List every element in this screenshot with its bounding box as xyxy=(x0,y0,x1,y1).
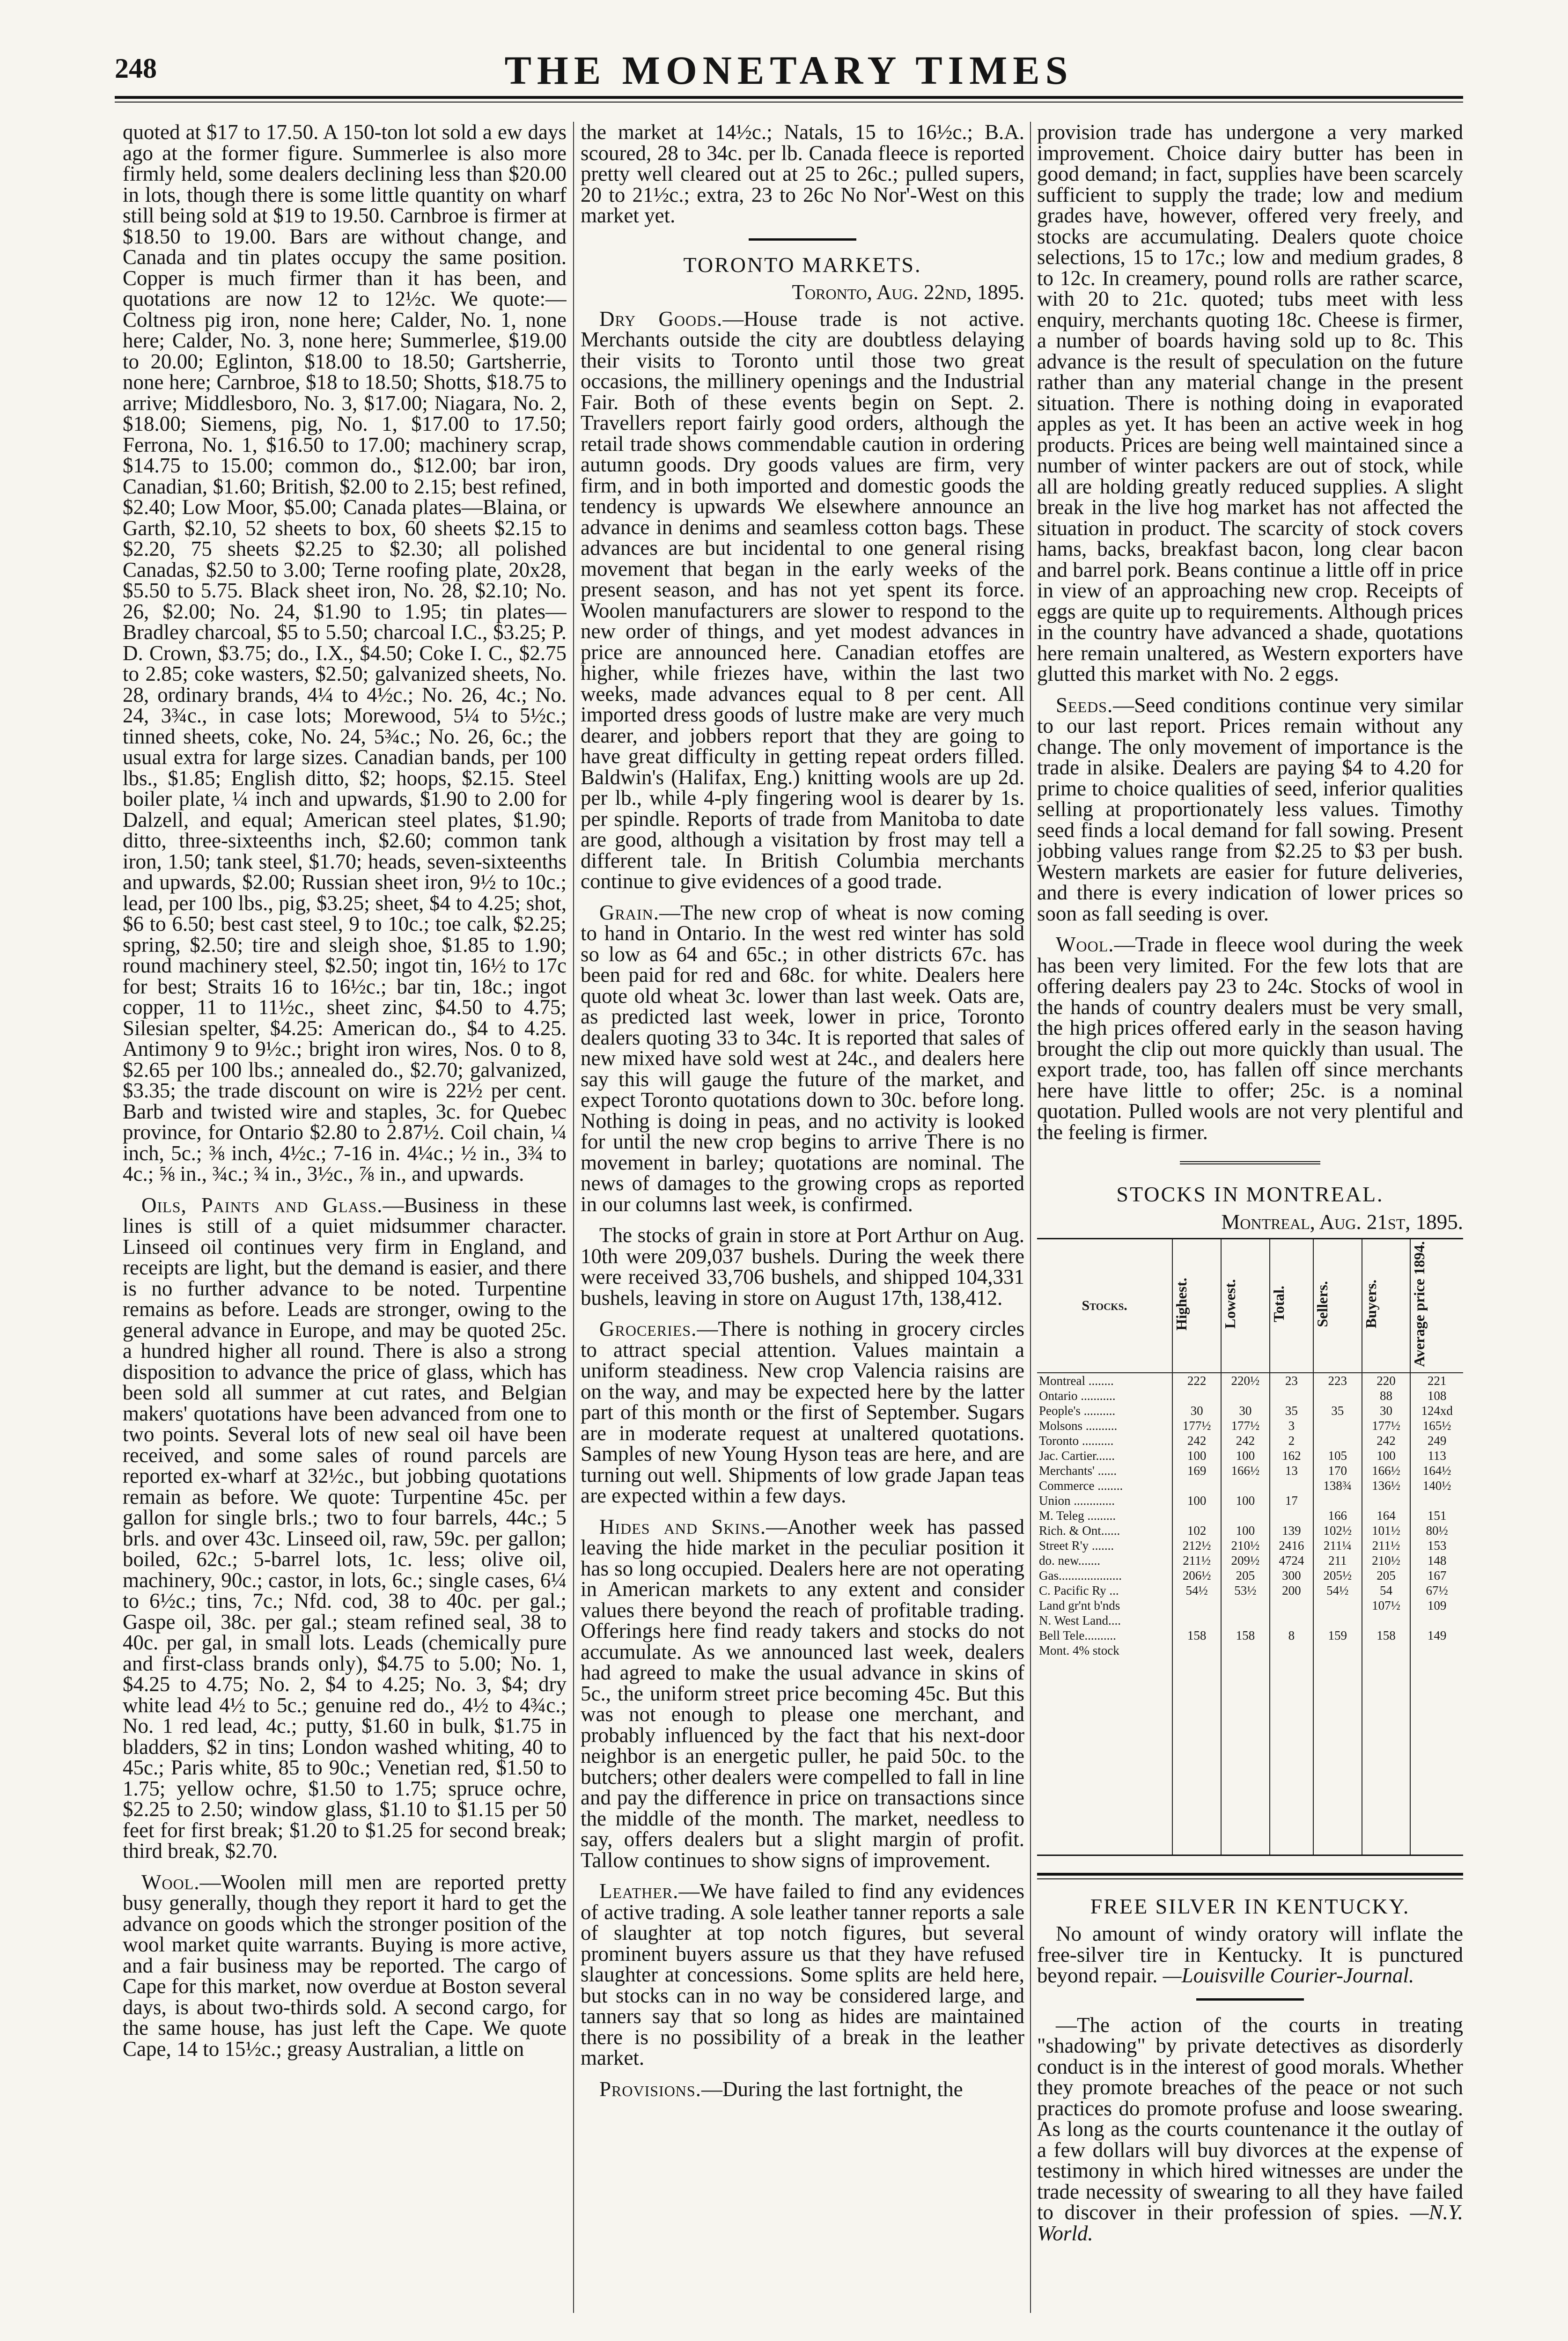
stock-value-cell xyxy=(1270,1508,1313,1523)
stock-name-cell: Land gr'nt b'nds xyxy=(1039,1598,1120,1612)
stock-value-cell: 177½ xyxy=(1221,1418,1270,1433)
stock-value-cell xyxy=(1362,1493,1411,1508)
dry-goods-heading: Dry Goods. xyxy=(599,307,723,331)
stock-value-cell xyxy=(1172,1478,1221,1493)
leather-heading: Leather. xyxy=(599,1879,679,1903)
table-row xyxy=(1037,1463,1463,1478)
grain-section xyxy=(581,902,1024,1215)
stock-value-cell xyxy=(1172,1388,1221,1403)
masthead: THE MONETARY TIMES xyxy=(504,48,1074,93)
stock-value-cell: 222 xyxy=(1172,1373,1221,1388)
header-highest: Highest. xyxy=(1172,1239,1221,1373)
stock-value-cell: 54½ xyxy=(1313,1583,1362,1598)
oils-body: —Business in these lines is still of a quiet midsummer character. Linseed oil continues very firm in England, and receipts are light, but the demand is easier, and there is no further advance to be noted. Turpentine remains as before. Leads are stronger, owing to the general advance in Europe, and may be quoted 25c. a hundred higher all round. There is also a strong disposition to advance the price of glass, which has been sold all summer at cut rates, and Belgian makers' quotations have been advanced from one to two points. Several lots of new seal oil have been received, and some sales of round parcels are reported ex-wharf at 32½c., but jobbing quotations remain as before. We quote: Turpentine 45c. per gallon for single brls.; two to four barrels, 44c.; 5 brls. and over 43c. Linseed oil, raw, 59c. per gallon; boiled, 62c.; 5-barrel lots, 1c. less; olive oil, machinery, 90c.; castor, in lots, 6c.; single cases, 6¼ to 6½c.; tins, 7c.; Nfd. cod, 38 to 40c. per gal.; Gaspe oil, 38c. per gal.; steam refined seal, 38 to 40c. per gal, in small lots. Leads (chemically pure and first-class brands only), $4.75 to 5.00; No. 1, $4.25 to 4.75; No. 2, $4 to 4.25; No. 3, $4; dry white lead 4½ to 5c.; genuine red do., 4½ to 4¾c.; No. 1 red lead, 4c.; putty, $1.60 in bulk, $1.75 in bladders, $2 in tins; London washed whiting, 40 to 45c.; Paris white, 85 to 90c.; Venetian red, $1.50 to 1.75; yellow ochre, $1.50 to 1.75; spruce ochre, $2.25 to 2.50; window glass, $1.10 to $1.15 per 50 feet for first break; $1.20 to $1.25 for second break; third break, $2.70. xyxy=(123,1193,567,1862)
stock-value-cell: 167 xyxy=(1410,1568,1463,1583)
stock-value-cell xyxy=(1313,1598,1362,1613)
table-row xyxy=(1037,1418,1463,1433)
oils-paints-glass-section xyxy=(123,1195,567,1862)
header-rule-thick xyxy=(115,96,1463,99)
header-buyers: Buyers. xyxy=(1362,1239,1411,1373)
empty-cell xyxy=(1221,1658,1270,1855)
stock-name-cell: Montreal ........ xyxy=(1039,1373,1114,1388)
empty-cell xyxy=(1362,1658,1411,1855)
empty-cell xyxy=(1037,1658,1172,1855)
iron-market-paragraph: quoted at $17 to 17.50. A 150-ton lot sold a ew days ago at the former figure. Summerlee is also more firmly held, some dealers declining less than $20.00 in lots, though there is some little quantity on wharf still being sold at $19 to 19.50. Carnbroe is firmer at $18.50 to 19.00. Bars are without change, and Canada and tin plates occupy the same position. Copper is much firmer than it has been, and quotations are now 12 to 12½c. We quote:—Coltness pig iron, none here; Calder, No. 1, none here; Calder, No. 3, none here; Summerlee, $19.00 to 20.00; Eglinton, $18.00 to 18.50; Gartsherrie, none here; Carnbroe, $18 to 18.50; Shotts, $18.75 to arrive; Middlesboro, No. 3, $17.00; Niagara, No. 2, $18.00; Siemens, pig, No. 1, $17.00 to 17.50; Ferrona, No. 1, $16.50 to 17.00; machinery scrap, $14.75 to 15.00; common do., $12.00; bar iron, Canadian, $1.60; British, $2.00 to 2.15; best refined, $2.40; Low Moor, $5.00; Canada plates—Blaina, or Garth, $2.10, 52 sheets to box, 60 sheets $2.15 to $2.20, 75 sheets $2.25 to $2.30; all polished Canadas, $2.50 to 3.00; Terne roofing plate, 20x28, $5.50 to 5.75. Black sheet iron, No. 28, $2.10; No. 26, $2.00; No. 24, $1.90 to 1.95; tin plates—Bradley charcoal, $5 to 5.50; charcoal I.C., $3.25; P. D. Crown, $3.75; do., I.X., $4.50; Coke I. C., $2.75 to 2.85; coke wasters, $2.50; galvanized sheets, No. 28, ordinary brands, 4¼ to 4½c.; No. 26, 4c.; No. 24, 3¾c., in case lots; Morewood, 5¼ to 5½c.; tinned sheets, coke, No. 24, 5¾c.; No. 26, 6c.; the usual extra for large sizes. Canadian bands, per 100 lbs., $1.85; English ditto, $2; hoops, $2.15. Steel boiler plate, ¼ inch and upwards, $1.90 to 2.00 for Dalzell, and equal; American steel plates, $1.90; ditto, three-sixteenths inch, $2.60; common tank iron, 1.50; tank steel, $1.70; heads, seven-sixteenths and upwards, $2.00; Russian sheet iron, 9½ to 10c.; lead, per 100 lbs., pig, $3.25; sheet, $4 to 4.25; shot, $6 to 6.50; best cast steel, 9 to 10c.; toe calk, $2.25; spring, $2.50; tire and sleigh shoe, $1.85 to 1.90; round machinery steel, $2.50; ingot tin, 16½ to 17c for best; Straits 16 to 16½c.; bar tin, 18c.; ingot copper, 11 to 11½c., sheet zinc, $4.50 to 4.75; Silesian spelter, $4.25: American do., $4 to 4.25. Antimony 9 to 9½c.; bright iron wires, Nos. 0 to 8, $2.65 per 100 lbs.; annealed do., $2.70; galvanized, $3.35; the trade discount on wire is 22½ per cent. Barb and twisted wire and staples, 3c. for Quebec province, for Ontario $2.80 to 2.87½. Coil chain, ¼ inch, 5c.; ⅜ inch, 4½c.; 7-16 in. 4¼c.; ½ in., 3¾ to 4c.; ⅝ in., ¾c.; ¾ in., 3½c., ⅞ in., and upwards. xyxy=(123,122,567,1185)
toronto-markets-title: TORONTO MARKETS. xyxy=(683,252,922,277)
seeds-section xyxy=(1037,695,1463,924)
column-divider-2 xyxy=(1030,122,1031,2313)
stock-value-cell xyxy=(1221,1478,1270,1493)
stock-value-cell xyxy=(1313,1613,1362,1628)
stock-value-cell: 100 xyxy=(1221,1448,1270,1463)
stock-value-cell: 148 xyxy=(1410,1553,1463,1568)
seeds-heading: Seeds. xyxy=(1056,693,1113,717)
wool-section-2 xyxy=(1037,934,1463,1142)
wool-section-1 xyxy=(123,1872,567,2060)
table-row xyxy=(1037,1643,1463,1658)
stock-value-cell xyxy=(1221,1508,1270,1523)
section-rule-2 xyxy=(1180,1161,1320,1165)
stock-value-cell xyxy=(1410,1493,1463,1508)
stock-value-cell xyxy=(1221,1613,1270,1628)
stock-name-cell: Commerce ........ xyxy=(1039,1478,1123,1493)
stock-value-cell: 80½ xyxy=(1410,1523,1463,1538)
stock-value-cell: 140½ xyxy=(1410,1478,1463,1493)
free-silver-paragraph xyxy=(1037,1923,1463,1986)
stock-value-cell: 2416 xyxy=(1270,1538,1313,1553)
stock-value-cell: 242 xyxy=(1221,1433,1270,1448)
stock-name-cell: Ontario ........... xyxy=(1039,1388,1116,1403)
stock-value-cell: 53½ xyxy=(1221,1583,1270,1598)
table-row xyxy=(1037,1493,1463,1508)
stock-value-cell xyxy=(1172,1643,1221,1658)
stock-value-cell: 223 xyxy=(1313,1373,1362,1388)
stock-value-cell xyxy=(1313,1388,1362,1403)
stock-value-cell: 151 xyxy=(1410,1508,1463,1523)
stock-value-cell: 205 xyxy=(1362,1568,1411,1583)
section-rule-3 xyxy=(1037,1873,1463,1879)
stock-value-cell xyxy=(1270,1598,1313,1613)
stock-name-cell: M. Teleg ......... xyxy=(1039,1508,1116,1523)
stock-name-cell: Jac. Cartier...... xyxy=(1039,1448,1115,1463)
stock-value-cell: 139 xyxy=(1270,1523,1313,1538)
stocks-table-header xyxy=(1037,1239,1463,1373)
empty-cell xyxy=(1313,1658,1362,1855)
stock-value-cell xyxy=(1410,1613,1463,1628)
stock-value-cell: 102 xyxy=(1172,1523,1221,1538)
stock-value-cell: 2 xyxy=(1270,1433,1313,1448)
stock-value-cell: 177½ xyxy=(1172,1418,1221,1433)
stock-value-cell xyxy=(1362,1643,1411,1658)
stock-value-cell: 4724 xyxy=(1270,1553,1313,1568)
empty-cell xyxy=(1270,1658,1313,1855)
header-sellers: Sellers. xyxy=(1313,1239,1362,1373)
dry-goods-body: —House trade is not active. Merchants outside the city are doubtless delaying their visits to Toronto until those two great occasions, the millinery openings and the Industrial Fair. Both of these events begin on Sept. 2. Travellers report fairly good orders, although the retail trade shows commendable caution in ordering autumn goods. Dry goods values are firm, very firm, and in both imported and domestic goods the tendency is upwards We elsewhere announce an advance in denims and seamless cotton bags. These advances are but incidental to one general rising movement that began in the early weeks of the present season, and has not yet spent its force. Woolen manufacturers are slower to respond to the new order of things, and yet modest advances in price are announced here. Canadian etoffes are higher, while friezes have, within the last two weeks, made advances equal to 8 per cent. All imported dress goods of lustre make are very much dearer, and jobbers report that they are going to have great difficulty in getting repeat orders filled. Baldwin's (Halifax, Eng.) knitting wools are up 2d. per lb., while 4-ply fingering wool is dearer by 1s. per spindle. Reports of trade from Manitoba to date are good, although a visitation by frost may tell a different tale. In British Columbia merchants continue to give evidences of a good trade. xyxy=(581,307,1024,893)
empty-cell xyxy=(1172,1658,1221,1855)
stock-value-cell xyxy=(1221,1598,1270,1613)
stock-value-cell xyxy=(1270,1478,1313,1493)
stock-value-cell: 54 xyxy=(1362,1583,1411,1598)
stock-value-cell: 17 xyxy=(1270,1493,1313,1508)
wool-body-1: —Woolen mill men are reported pretty busy generally, though they report it hard to get the advance on goods which the stronger position of the wool market quite warrants. Buying is more active, and a fair business may be reported. The cargo of Cape for this market, now overdue at Boston several days, is about two-thirds sold. A second cargo, for the same house, has just left the Cape. We quote Cape, 14 to 15½c.; greasy Australian, a little on xyxy=(123,1870,567,2061)
stock-value-cell: 205 xyxy=(1221,1568,1270,1583)
stock-name-cell: N. West Land.... xyxy=(1039,1613,1121,1627)
stock-value-cell: 108 xyxy=(1410,1388,1463,1403)
stock-value-cell: 164½ xyxy=(1410,1463,1463,1478)
stock-value-cell xyxy=(1362,1613,1411,1628)
stock-value-cell: 221 xyxy=(1410,1373,1463,1388)
header-rule-thin xyxy=(115,102,1463,103)
stock-value-cell: 211½ xyxy=(1172,1553,1221,1568)
stock-value-cell: 100 xyxy=(1172,1493,1221,1508)
stock-value-cell xyxy=(1221,1388,1270,1403)
page-number: 248 xyxy=(115,53,157,84)
wool-heading-1: Wool. xyxy=(141,1870,200,1894)
stock-value-cell: 170 xyxy=(1313,1463,1362,1478)
free-silver-source: —Louisville Courier-Journal. xyxy=(1163,1964,1414,1988)
stock-name-cell: Street R'y ....... xyxy=(1039,1538,1114,1553)
hides-body: —Another week has passed leaving the hide market in the peculiar position it has so long occupied. Dealers here are not operating in American markets to any extent and consider values there beyond the reach of profitable trading. Offerings here find ready takers and stocks do not accumulate. As we announced last week, dealers had agreed to make the usual advance in skins of 5c., the uniform street price becoming 45c. But this was not enough to please one merchant, and probably influenced by the fact that his next-door neighbor is an energetic puller, he paid 50c. to the butchers; other dealers were compelled to fall in line and pay the difference in price on transactions since the middle of the month. The market, needless to say, offers dealers but a slight margin of profit. Tallow continues to show signs of improvement. xyxy=(581,1515,1024,1872)
stock-value-cell: 100 xyxy=(1362,1448,1411,1463)
stock-value-cell xyxy=(1313,1433,1362,1448)
stock-value-cell: 88 xyxy=(1362,1388,1411,1403)
stock-value-cell: 54½ xyxy=(1172,1583,1221,1598)
stocks-montreal-title: STOCKS IN MONTREAL. xyxy=(1116,1182,1384,1206)
table-row xyxy=(1037,1448,1463,1463)
stock-value-cell: 3 xyxy=(1270,1418,1313,1433)
stock-value-cell: 105 xyxy=(1313,1448,1362,1463)
stock-name-cell: Toronto .......... xyxy=(1039,1433,1114,1448)
stock-value-cell: 30 xyxy=(1221,1403,1270,1418)
table-row xyxy=(1037,1568,1463,1583)
stock-name-cell: C. Pacific Ry ... xyxy=(1039,1583,1119,1597)
provisions-heading: Provisions. xyxy=(599,2077,701,2101)
stock-value-cell: 206½ xyxy=(1172,1568,1221,1583)
courts-source: —N.Y. World. xyxy=(1037,2201,1463,2245)
stock-value-cell: 35 xyxy=(1270,1403,1313,1418)
oils-heading: Oils, Paints and Glass. xyxy=(141,1193,383,1217)
table-row xyxy=(1037,1553,1463,1568)
free-silver-title: FREE SILVER IN KENTUCKY. xyxy=(1090,1894,1410,1918)
table-row xyxy=(1037,1598,1463,1613)
stock-value-cell: 162 xyxy=(1270,1448,1313,1463)
stock-value-cell xyxy=(1172,1508,1221,1523)
stock-value-cell xyxy=(1313,1493,1362,1508)
stock-name-cell: People's .......... xyxy=(1039,1403,1116,1418)
stock-value-cell: 109 xyxy=(1410,1598,1463,1613)
dry-goods-section xyxy=(581,309,1024,892)
table-row xyxy=(1037,1373,1463,1388)
grain-body: —The new crop of wheat is now coming to hand in Ontario. In the west red winter has sold so low as 64 and 65c.; in other districts 67c. has been paid for red and 68c. for white. Dealers here quote old wheat 3c. lower than last week. Oats are, as predicted last week, lower in price, Toronto dealers quoting 33 to 34c. It is reported that sales of new mixed have sold west at 24c., and dealers here say this will gauge the future of the market, and expect Toronto quotations down to 30c. before long. Nothing is doing in peas, and no activity is looked for until the new crop begins to arrive There is no movement in barley; quotations are nominal. The news of damages to the growing crops as reported in our columns last week, is confirmed. xyxy=(581,900,1024,1216)
stock-value-cell: 100 xyxy=(1172,1448,1221,1463)
toronto-dateline: Toronto, Aug. 22nd, 1895. xyxy=(792,280,1024,304)
stocks-table-body xyxy=(1037,1373,1463,1855)
stock-value-cell: 23 xyxy=(1270,1373,1313,1388)
stock-value-cell: 30 xyxy=(1362,1403,1411,1418)
stock-name-cell: Union ............. xyxy=(1039,1493,1115,1508)
stock-value-cell: 8 xyxy=(1270,1628,1313,1643)
leather-section xyxy=(581,1881,1024,2069)
provisions-continuation: provision trade has undergone a very marked improvement. Choice dairy butter has been in good demand; in fact, supplies have been scarcely sufficient to supply the trade; low and medium grades have, however, offered very freely, and stocks are accumulating. Dealers quote choice selections, 15 to 17c.; low and medium grades, 8 to 12c. In creamery, pound rolls are rather scarce, with 20 to 21c. quoted; tubs meet with less enquiry, merchants quoting 18c. Cheese is firmer, a number of boards having sold up to 8c. This advance is the result of speculation on the future rather than any material change in the present situation. There is nothing doing in evaporated apples as yet. It has been an active week in hog products. Prices are being well maintained since a number of winter packers are out of stock, while all are holding greatly reduced supplies. A slight break in the live hog market has not affected the situation in product. The scarcity of stock covers hams, backs, breakfast bacon, long clear bacon and barrel pork. Beans continue a little off in price in view of an approaching new crop. Receipts of eggs are quite up to requirements. Although prices in the country have advanced a shade, quotations here remain unaltered, as Western exporters have glutted this market with No. 2 eggs. xyxy=(1037,122,1463,685)
table-spacer-row xyxy=(1037,1658,1463,1855)
wool-continuation: the market at 14½c.; Natals, 15 to 16½c.; B.A. scoured, 28 to 34c. per lb. Canada fleece is reported pretty well cleared out at 25 to 26c.; pulled supers, 20 to 21½c.; extra, 23 to 26c No Nor'-West on this market yet. xyxy=(581,122,1024,227)
wool-heading-2: Wool. xyxy=(1056,933,1114,956)
stock-value-cell xyxy=(1172,1598,1221,1613)
stock-value-cell xyxy=(1221,1643,1270,1658)
stock-value-cell: 124xd xyxy=(1410,1403,1463,1418)
stock-value-cell: 13 xyxy=(1270,1463,1313,1478)
stock-value-cell xyxy=(1410,1643,1463,1658)
table-row xyxy=(1037,1538,1463,1553)
stock-value-cell: 220½ xyxy=(1221,1373,1270,1388)
stock-value-cell: 249 xyxy=(1410,1433,1463,1448)
montreal-dateline: Montreal, Aug. 21st, 1895. xyxy=(1221,1210,1463,1234)
table-row xyxy=(1037,1478,1463,1493)
empty-cell xyxy=(1410,1658,1463,1855)
stock-value-cell: 102½ xyxy=(1313,1523,1362,1538)
stock-name-cell: Rich. & Ont...... xyxy=(1039,1523,1120,1538)
header-lowest: Lowest. xyxy=(1221,1239,1270,1373)
stock-value-cell: 158 xyxy=(1221,1628,1270,1643)
stock-value-cell: 200 xyxy=(1270,1583,1313,1598)
stock-value-cell: 67½ xyxy=(1410,1583,1463,1598)
stock-value-cell: 149 xyxy=(1410,1628,1463,1643)
column-divider-1 xyxy=(573,122,574,2313)
header-stocks: Stocks. xyxy=(1037,1239,1172,1373)
stock-value-cell: 113 xyxy=(1410,1448,1463,1463)
stock-value-cell: 210½ xyxy=(1362,1553,1411,1568)
stock-value-cell: 107½ xyxy=(1362,1598,1411,1613)
stock-value-cell: 209½ xyxy=(1221,1553,1270,1568)
stock-name-cell: Molsons .......... xyxy=(1039,1418,1118,1433)
stock-value-cell: 35 xyxy=(1313,1403,1362,1418)
leather-body: —We have failed to find any evidences of active trading. A sole leather tanner reports a sale of slaughter at top notch figures, but several prominent buyers assure us that they have refused slaughter at concessions. Some splits are held here, but stocks can in no way be considered large, and tanners say that so long as hides are maintained there is no possibility of a break in the leather market. xyxy=(581,1879,1024,2069)
stock-value-cell: 30 xyxy=(1172,1403,1221,1418)
table-row xyxy=(1037,1508,1463,1523)
courts-body: —The action of the courts in treating "shadowing" by private detectives as disorderly conduct is in the interest of good morals. Whether they promote breaches of the peace or not such practices do promote profuse and loose swearing. As long as the courts countenance it the outlay of a few dollars will buy divorces at the expense of testimony in which hired witnesses are under the trade necessity of swearing to all they have failed to discover in their profession of spies. xyxy=(1037,2013,1463,2224)
stock-value-cell: 153 xyxy=(1410,1538,1463,1553)
stock-name-cell: Mont. 4% stock xyxy=(1039,1643,1119,1657)
stock-value-cell: 211½ xyxy=(1362,1538,1411,1553)
stock-value-cell: 169 xyxy=(1172,1463,1221,1478)
stock-value-cell: 166½ xyxy=(1221,1463,1270,1478)
stock-value-cell: 211 xyxy=(1313,1553,1362,1568)
stock-value-cell: 101½ xyxy=(1362,1523,1411,1538)
table-row xyxy=(1037,1388,1463,1403)
port-arthur-stocks: The stocks of grain in store at Port Arthur on Aug. 10th were 209,037 bushels. During the week there were received 33,706 bushels, and shipped 104,331 bushels, leaving in store on August 17th, 138,412. xyxy=(581,1223,1024,1310)
provisions-section xyxy=(581,2079,1024,2100)
stock-value-cell xyxy=(1172,1613,1221,1628)
stock-value-cell xyxy=(1270,1613,1313,1628)
stock-value-cell: 165½ xyxy=(1410,1418,1463,1433)
seeds-body: —Seed conditions continue very similar to our last report. Prices remain without any change. The only movement of importance is the trade in alsike. Dealers are paying $4 to 4.20 for prime to choice qualities of seed, inferior qualities selling at proportionately less values. Timothy seed finds a local demand for fall sowing. Present jobbing values range from $2.25 to $3 per bush. Western markets are easier for future deliveries, and there is every indication of lower prices so soon as fall seeding is over. xyxy=(1037,693,1463,925)
table-row xyxy=(1037,1583,1463,1598)
table-row xyxy=(1037,1628,1463,1643)
stock-value-cell: 100 xyxy=(1221,1493,1270,1508)
stock-value-cell: 164 xyxy=(1362,1508,1411,1523)
stock-value-cell: 220 xyxy=(1362,1373,1411,1388)
header-total: Total. xyxy=(1270,1239,1313,1373)
provisions-body: —During the last fortnight, the xyxy=(701,2077,963,2101)
page-header xyxy=(115,47,1463,94)
table-row xyxy=(1037,1613,1463,1628)
stock-value-cell xyxy=(1270,1643,1313,1658)
section-rule xyxy=(749,238,856,241)
stock-name-cell: Merchants' ...... xyxy=(1039,1463,1117,1478)
stock-value-cell: 136½ xyxy=(1362,1478,1411,1493)
stock-value-cell: 205½ xyxy=(1313,1568,1362,1583)
stock-value-cell: 158 xyxy=(1172,1628,1221,1643)
stock-name-cell: Gas.................... xyxy=(1039,1568,1122,1583)
stock-value-cell: 210½ xyxy=(1221,1538,1270,1553)
table-row xyxy=(1037,1523,1463,1538)
hides-heading: Hides and Skins. xyxy=(599,1515,766,1539)
stock-value-cell: 300 xyxy=(1270,1568,1313,1583)
stock-value-cell: 211¼ xyxy=(1313,1538,1362,1553)
stock-value-cell: 212½ xyxy=(1172,1538,1221,1553)
stock-value-cell xyxy=(1313,1643,1362,1658)
stock-value-cell: 166 xyxy=(1313,1508,1362,1523)
hides-section xyxy=(581,1516,1024,1871)
stock-value-cell: 158 xyxy=(1362,1628,1411,1643)
stock-value-cell: 166½ xyxy=(1362,1463,1411,1478)
groceries-body: —There is nothing in grocery circles to attract special attention. Values maintain a uniform steadiness. New crop Valencia raisins are on the way, and may be expected here by the latter part of this month or the first of September. Sugars are in moderate request at unaltered quotations. Samples of new Young Hyson teas are here, and are turning out well. Shipments of low grade Japan teas are expected within a few days. xyxy=(581,1317,1024,1507)
wool-body-2: —Trade in fleece wool during the week has been very limited. For the few lots that are offering dealers pay 23 to 24c. Stocks of wool in the hands of country dealers must be very small, the high prices offered early in the season having brought the clip out more quickly than usual. The export trade, too, has fallen off since merchants here have little to offer; 25c. is a nominal quotation. Pulled wools are not very plentiful and the feeling is firmer. xyxy=(1037,933,1463,1144)
stock-name-cell: Bell Tele.......... xyxy=(1039,1628,1116,1642)
section-rule-4 xyxy=(1196,1998,1304,2001)
column-1 xyxy=(123,122,567,2322)
groceries-section xyxy=(581,1318,1024,1506)
header-average: Average price 1894. xyxy=(1410,1239,1463,1373)
free-silver-body: No amount of windy oratory will inflate the free-silver tire in Kentucky. It is punctured beyond repair. xyxy=(1037,1922,1463,1988)
groceries-heading: Groceries. xyxy=(599,1317,697,1340)
stock-name-cell: do. new....... xyxy=(1039,1553,1100,1568)
stock-value-cell: 177½ xyxy=(1362,1418,1411,1433)
stocks-table xyxy=(1037,1238,1463,1856)
stock-value-cell: 100 xyxy=(1221,1523,1270,1538)
stock-value-cell: 242 xyxy=(1172,1433,1221,1448)
table-row xyxy=(1037,1403,1463,1418)
column-2 xyxy=(581,122,1024,2322)
courts-paragraph xyxy=(1037,2015,1463,2244)
stock-value-cell: 138¾ xyxy=(1313,1478,1362,1493)
stock-value-cell: 159 xyxy=(1313,1628,1362,1643)
table-row xyxy=(1037,1433,1463,1448)
stock-value-cell xyxy=(1270,1388,1313,1403)
column-3 xyxy=(1037,122,1463,2322)
stock-value-cell xyxy=(1313,1418,1362,1433)
stock-value-cell: 242 xyxy=(1362,1433,1411,1448)
grain-heading: Grain. xyxy=(599,900,659,924)
